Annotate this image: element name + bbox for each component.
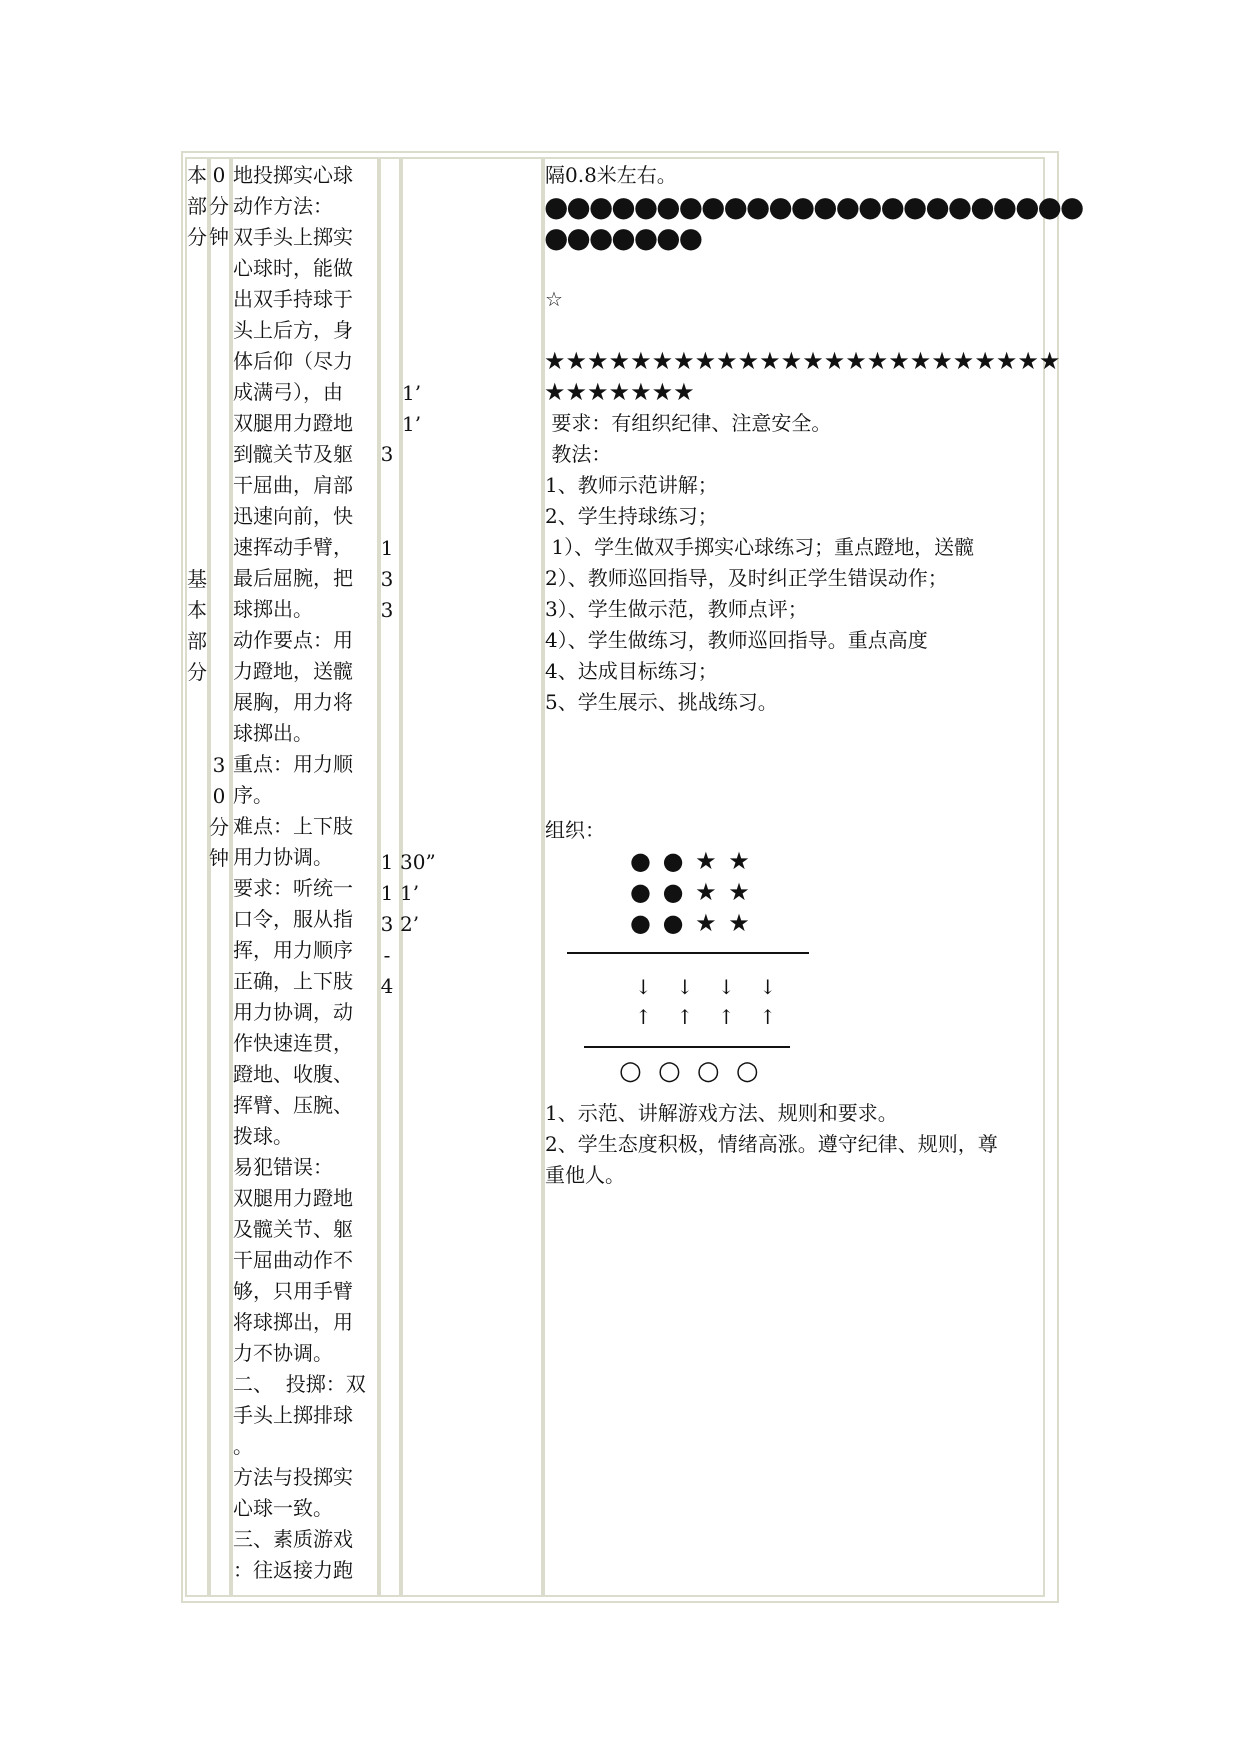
content-line: 力不协调。 [233, 1341, 333, 1365]
markers-circles: ○ ○ ○ ○ [619, 1056, 763, 1086]
content-line: 作快速连贯， [233, 1031, 353, 1055]
method-line: 5、学生展示、挑战练习。 [545, 690, 778, 714]
section-column [185, 157, 209, 1597]
game-notes [545, 1098, 998, 1191]
content-line: 成满弓），由 [233, 380, 343, 404]
content-line: 双手头上掷实 [233, 225, 353, 249]
section-label-top: 本 部 分 [187, 163, 207, 249]
content-line: 要求：听统一 [233, 876, 353, 900]
students-dots-row-2: ●●●●●●● [544, 221, 702, 254]
content-line: 动作方法： [233, 194, 333, 218]
method-line: 2、学生持球练习； [545, 504, 718, 528]
content-line: 挥，用力顺序 [233, 938, 353, 962]
method-line: 4、达成目标练习； [545, 659, 718, 683]
method-line: 1）、学生做双手掷实心球练习；重点蹬地，送髋 [545, 535, 975, 559]
time-label-basic: 3 0 分 钟 [209, 753, 229, 870]
content-line: 地投掷实心球 [233, 163, 353, 187]
content-line: 用力协调。 [233, 845, 333, 869]
content-line: 干屈曲动作不 [233, 1248, 353, 1272]
method-line: 2）、教师巡回指导，及时纠正学生错误动作； [545, 566, 948, 590]
note-line: 2、学生态度积极，情绪高涨。遵守纪律、规则，尊 [545, 1132, 998, 1156]
content-line: 速挥动手臂， [233, 535, 353, 559]
content-line: 正确，上下肢 [233, 969, 353, 993]
formation-row-3: ● ● ★ ★ [630, 909, 752, 937]
content-line: 够，只用手臂 [233, 1279, 353, 1303]
content-line: 干屈曲，肩部 [233, 473, 353, 497]
method-line: 1、教师示范讲解； [545, 473, 718, 497]
content-line: 用力协调，动 [233, 1000, 353, 1024]
content-line: 出双手持球于 [233, 287, 353, 311]
duration-b: 30” 1’ 2’ [400, 850, 436, 936]
content-line: 及髋关节、躯 [233, 1217, 353, 1241]
turn-line [584, 1046, 790, 1048]
content-line: 到髋关节及躯 [233, 442, 353, 466]
content-line: 心球一致。 [233, 1496, 333, 1520]
content-line: 易犯错误： [233, 1155, 333, 1179]
content-line: 双腿用力蹬地 [233, 1186, 353, 1210]
content-line: 球掷出。 [233, 721, 313, 745]
content-line: 动作要点：用 [233, 628, 353, 652]
organization-label: 组织： [545, 818, 605, 842]
content-line: 手头上掷排球 [233, 1403, 353, 1427]
content-line: 蹬地、收腹、 [233, 1062, 353, 1086]
content-line: 力蹬地，送髋 [233, 659, 353, 683]
count-b: 1 3 3 [380, 536, 394, 622]
content-line: 挥臂、压腕、 [233, 1093, 353, 1117]
content-line: 体后仰（尽力 [233, 349, 353, 373]
content-line: 。 [233, 1434, 253, 1458]
method-line: 3）、学生做示范，教师点评； [545, 597, 808, 621]
count-a: 3 [380, 442, 394, 466]
students-dots-row-1: ●●●●●●●●●●●●●●●●●●●●●●●● [544, 190, 1083, 223]
content-line: 展胸，用力将 [233, 690, 353, 714]
formation-row-1: ● ● ★ ★ [630, 847, 752, 875]
content-text [233, 160, 366, 1586]
method-line: 要求：有组织纪律、注意安全。 [545, 411, 832, 435]
students-stars-row-2: ★★★★★★★ [544, 378, 695, 406]
content-line: 迅速向前，快 [233, 504, 353, 528]
duration-a: 1’ 1’ [402, 381, 422, 436]
content-line: 双腿用力蹬地 [233, 411, 353, 435]
start-line [567, 952, 809, 954]
note-line: 重他人。 [545, 1163, 625, 1187]
content-line: 二、 投掷：双 [233, 1372, 366, 1396]
content-line: 拨球。 [233, 1124, 293, 1148]
teaching-method-text [545, 408, 974, 718]
teacher-star-icon: ☆ [545, 287, 563, 311]
method-line-1: 隔0.8米左右。 [545, 163, 677, 187]
content-line: 头上后方，身 [233, 318, 353, 342]
formation-row-2: ● ● ★ ★ [630, 878, 752, 906]
section-label-basic: 基 本 部 分 [187, 567, 207, 684]
content-line: 口令，服从指 [233, 907, 353, 931]
content-line: 难点：上下肢 [233, 814, 353, 838]
count-c: 1 1 3 - 4 [380, 850, 394, 998]
content-line: 重点：用力顺 [233, 752, 353, 776]
time-column [209, 157, 231, 1597]
students-stars-row-1: ★★★★★★★★★★★★★★★★★★★★★★★★ [544, 347, 1061, 375]
method-line: 教法： [545, 442, 612, 466]
content-line: 球掷出。 [233, 597, 313, 621]
content-line: ：往返接力跑 [233, 1558, 353, 1582]
content-line: 将球掷出，用 [233, 1310, 353, 1334]
content-line: 三、素质游戏 [233, 1527, 353, 1551]
content-line: 方法与投掷实 [233, 1465, 353, 1489]
arrows-up: ↑ ↑ ↑ ↑ [635, 1005, 781, 1029]
content-line: 最后屈腕，把 [233, 566, 353, 590]
arrows-down: ↓ ↓ ↓ ↓ [635, 975, 781, 999]
content-line: 序。 [233, 783, 273, 807]
content-line: 心球时，能做 [233, 256, 353, 280]
time-label-top: 0 分 钟 [209, 163, 229, 249]
note-line: 1、示范、讲解游戏方法、规则和要求。 [545, 1101, 898, 1125]
method-line: 4）、学生做练习，教师巡回指导。重点高度 [545, 628, 928, 652]
